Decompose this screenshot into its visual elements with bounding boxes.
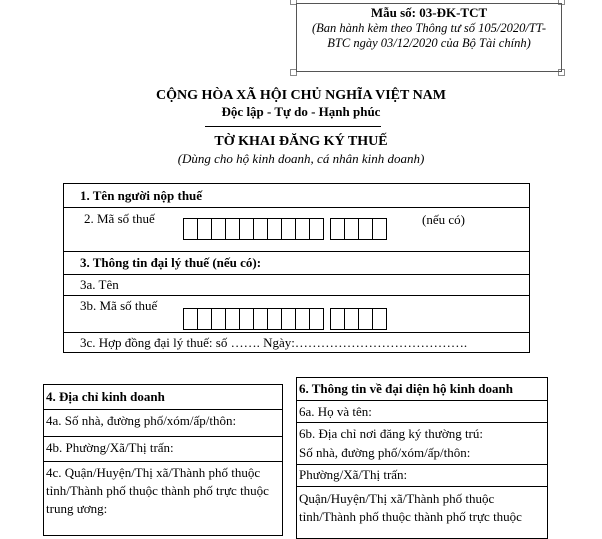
form-issued-note: (Ban hành kèm theo Thông tư số 105/2020/TT-BTC ngày 03/12/2020 của Bộ Tài chính) (311, 21, 546, 50)
divider (64, 295, 529, 296)
divider (297, 486, 547, 487)
address-street-label: 4a. Số nhà, đường phố/xóm/ấp/thôn: (46, 413, 237, 428)
taxpayer-info-section (63, 183, 530, 353)
divider (297, 400, 547, 401)
agent-name-label: 3a. Tên (80, 277, 119, 292)
business-address-heading: 4. Địa chỉ kinh doanh (46, 389, 165, 404)
country-name: CỘNG HÒA XÃ HỘI CHỦ NGHĨA VIỆT NAM (155, 88, 446, 103)
address-ward-label: 4b. Phường/Xã/Thị trấn: (46, 440, 174, 455)
motto-underline (205, 126, 381, 127)
representative-info-table (296, 377, 548, 539)
divider (44, 436, 282, 437)
representative-heading: 6. Thông tin về đại diện hộ kinh doanh (299, 381, 513, 396)
form-code: Mẫu số: 03-ĐK-TCT (370, 5, 488, 20)
business-address-table (43, 384, 283, 536)
divider (64, 207, 529, 208)
tax-agent-heading: 3. Thông tin đại lý thuế (nếu có): (80, 255, 262, 270)
divider (64, 251, 529, 252)
national-motto: Độc lập - Tự do - Hạnh phúc (221, 104, 381, 119)
rep-residence-label: 6b. Địa chỉ nơi đăng ký thường trú: (299, 426, 483, 441)
form-title: TỜ KHAI ĐĂNG KÝ THUẾ (214, 134, 388, 149)
agent-contract-label: 3c. Hợp đồng đại lý thuế: số ……. Ngày:…………………………………. (80, 335, 468, 350)
form-code-box[interactable] (296, 3, 562, 72)
tax-code-note: (nếu có) (422, 212, 465, 227)
tax-code-label: 2. Mã số thuế (84, 211, 155, 226)
rep-district-label: Quận/Huyện/Thị xã/Thành phố thuộc tỉnh/Thành phố thuộc thành phố trực thuộc (299, 491, 522, 524)
agent-tax-code-label: 3b. Mã số thuế (80, 298, 158, 313)
rep-name-label: 6a. Họ và tên: (299, 404, 372, 419)
divider (297, 464, 547, 465)
tax-code-input[interactable] (183, 218, 386, 240)
form-subtitle: (Dùng cho hộ kinh doanh, cá nhân kinh doanh) (177, 151, 425, 166)
divider (44, 409, 282, 410)
divider (64, 274, 529, 275)
rep-ward-label: Phường/Xã/Thị trấn: (299, 467, 408, 482)
taxpayer-name-heading: 1. Tên người nộp thuế (80, 188, 203, 203)
divider (297, 422, 547, 423)
address-district-label: 4c. Quận/Huyện/Thị xã/Thành phố thuộc tỉnh/Thành phố thuộc thành phố trực thuộc trung ương: (46, 465, 269, 516)
divider (64, 332, 529, 333)
agent-tax-code-input[interactable] (183, 308, 386, 330)
rep-street-label: Số nhà, đường phố/xóm/ấp/thôn: (299, 445, 471, 460)
divider (44, 461, 282, 462)
